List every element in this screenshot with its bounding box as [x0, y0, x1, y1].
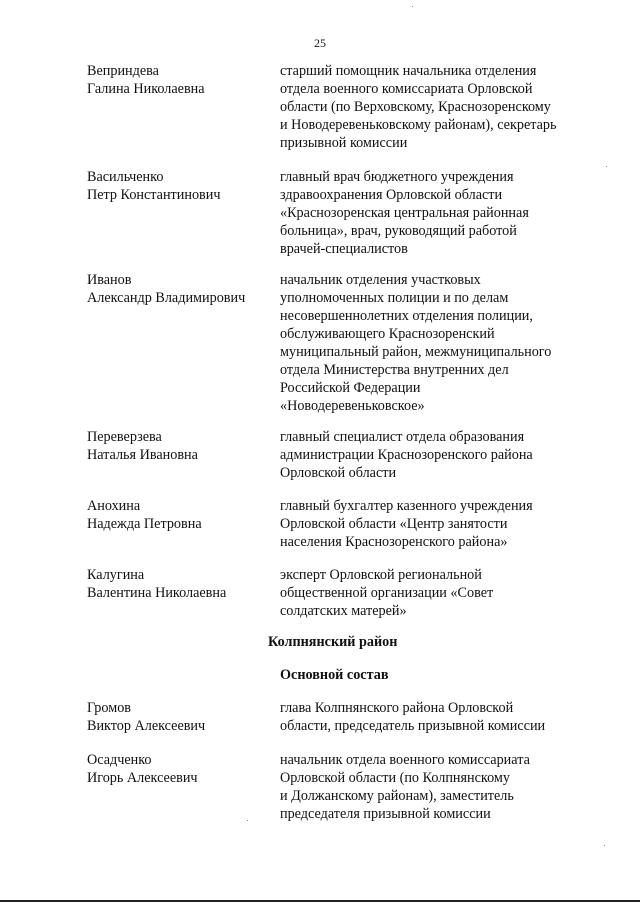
member-role: глава Колпнянского района Орловской области, председатель призывной комиссии — [280, 700, 546, 734]
member-role: главный специалист отдела образования администрации Краснозоренского района Орловской области — [280, 429, 533, 481]
member-name: Веприндева Галина Николаевна — [87, 63, 205, 97]
scan-speck — [606, 166, 607, 167]
member-name: Анохина Надежда Петровна — [87, 498, 202, 532]
member-name: Переверзева Наталья Ивановна — [87, 429, 198, 463]
subsection-heading: Основной состав — [280, 667, 389, 683]
scan-speck — [604, 845, 605, 846]
member-name: Громов Виктор Алексеевич — [87, 700, 206, 734]
scan-speck — [412, 6, 413, 7]
member-name: Осадченко Игорь Алексеевич — [87, 752, 198, 786]
member-role: старший помощник начальника отделения отдела военного комиссариата Орловской области (по Верховскому, Краснозоренскому и Новодеревеньковскому районам), секретарь призывной комиссии — [280, 63, 557, 151]
member-name: Васильченко Петр Константинович — [87, 169, 221, 203]
member-role: главный врач бюджетного учреждения здравоохранения Орловской области «Краснозоренская центральная районная больница», врач, руководящий работой врачей-специалистов — [280, 169, 529, 257]
page-number: 25 — [314, 36, 326, 50]
member-role: начальник отделения участковых уполномоченных полиции и по делам несовершеннолетних отделения полиции, обслуживающего Краснозоренский муниципальный район, межмуниципального отдела Министерства внутренних дел Российской Федерации «Новодеревеньковское» — [280, 272, 552, 414]
page-bottom-edge — [0, 900, 640, 902]
member-role: эксперт Орловской региональной общественной организации «Совет солдатских матерей» — [280, 567, 494, 619]
member-name: Калугина Валентина Николаевна — [87, 567, 227, 601]
member-role: начальник отдела военного комиссариата Орловской области (по Колпнянскому и Должанскому районам), заместитель председателя призывной комиссии — [280, 752, 530, 822]
section-heading: Колпнянский район — [268, 634, 398, 650]
scan-speck — [247, 820, 248, 821]
member-name: Иванов Александр Владимирович — [87, 272, 246, 306]
member-role: главный бухгалтер казенного учреждения Орловской области «Центр занятости населения Краснозоренского района» — [280, 498, 533, 550]
